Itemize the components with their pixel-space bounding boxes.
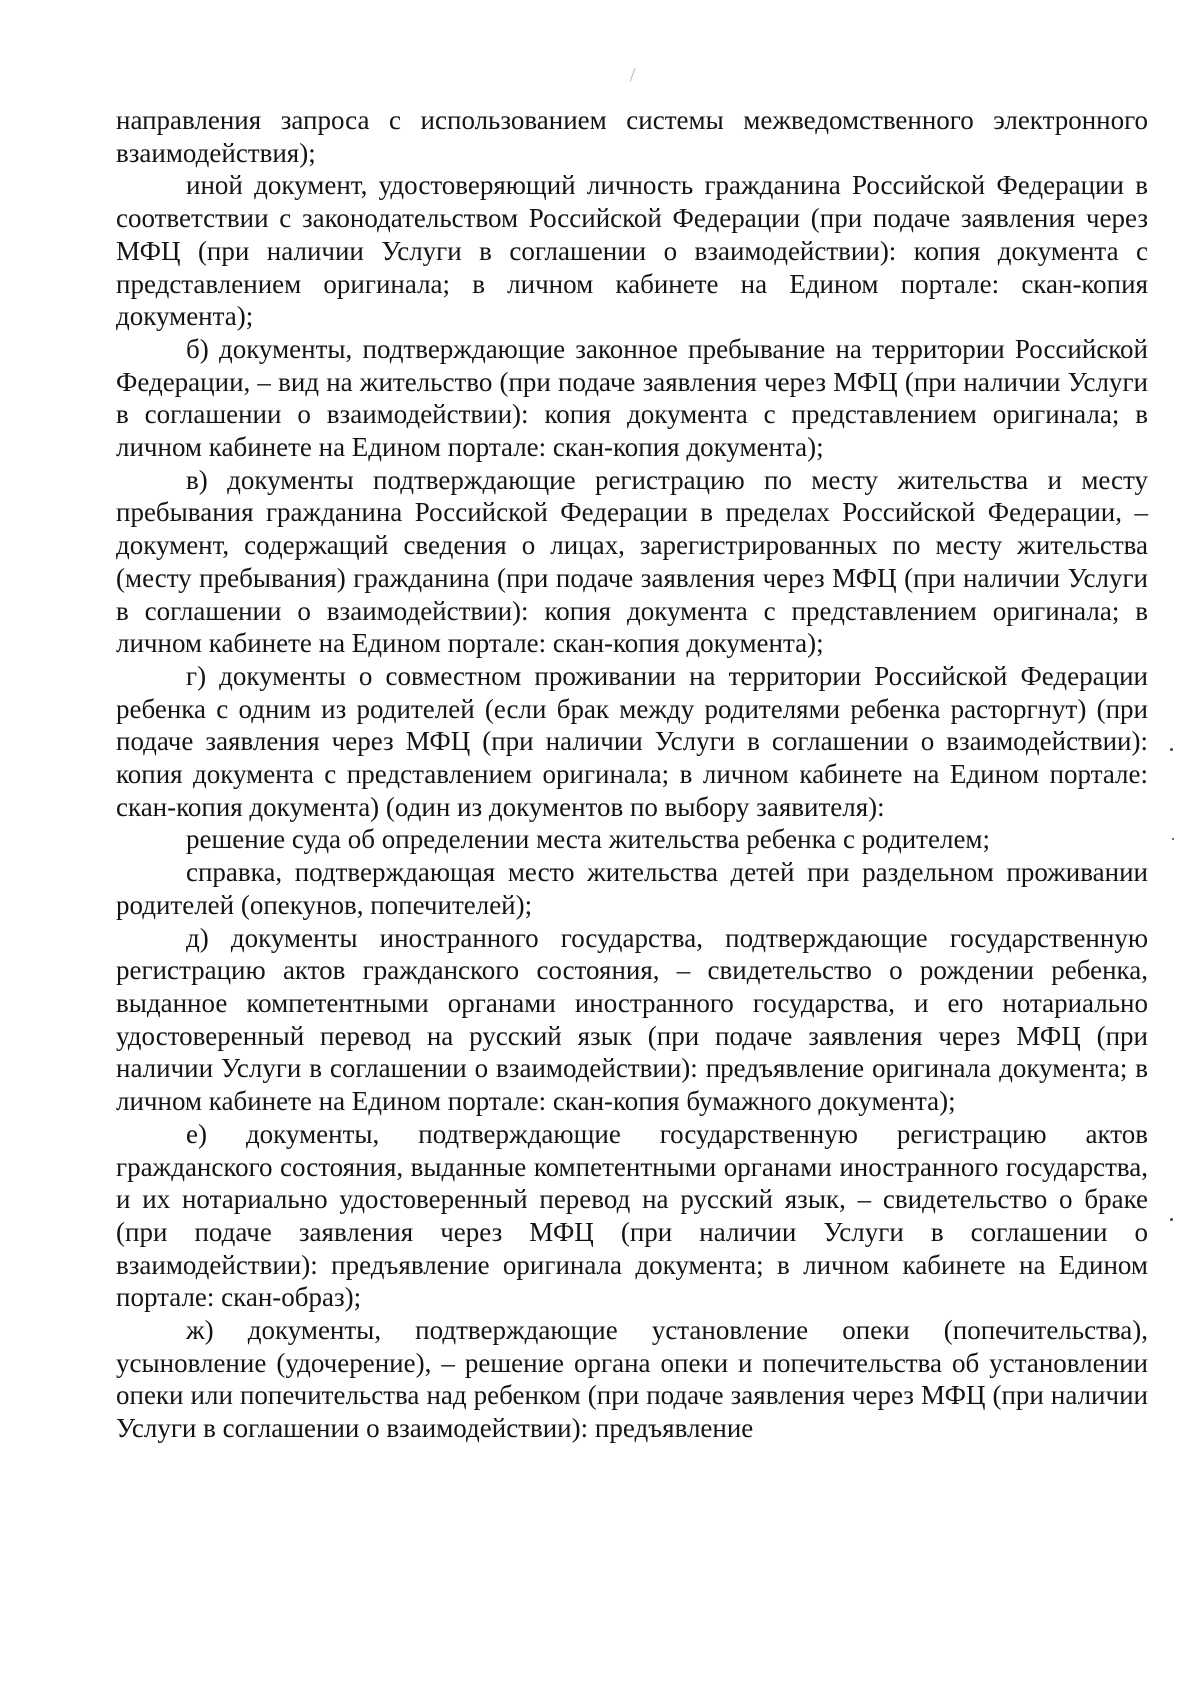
scan-mark [630, 68, 636, 81]
scan-speck [1170, 1218, 1173, 1221]
scan-speck [1172, 838, 1174, 840]
paragraph-continuation: направления запроса с использованием системы межведомственного электронного взаимодействия); [116, 105, 1148, 168]
paragraph-item-b: б) документы, подтверждающие законное пребывание на территории Российской Федерации, – вид на жительство (при подаче заявления через МФЦ (при наличии Услуги в соглашении о взаимодействии): копия документа с представлением оригинала; в личном кабинете на Едином портале: скан-копия документа); [116, 333, 1148, 463]
paragraph-residence-certificate: справка, подтверждающая место жительства детей при раздельном проживании родителей (опекунов, попечителей); [116, 857, 1148, 920]
paragraph-item-d: д) документы иностранного государства, подтверждающие государственную регистрацию актов гражданского состояния, – свидетельство о рождении ребенка, выданное компетентными органами иностранного государства, и его нотариально удостоверенный перевод на русский язык (при подаче заявления через МФЦ (при наличии Услуги в соглашении о взаимодействии): предъявление оригинала документа; в личном кабинете на Едином портале: скан-копия бумажного документа); [116, 922, 1148, 1117]
paragraph-item-zh: ж) документы, подтверждающие установление опеки (попечительства), усыновление (удочерение), – решение органа опеки и попечительства об установлении опеки или попечительства над ребенком (при подаче заявления через МФЦ (при наличии Услуги в соглашении о взаимодействии): предъявление [116, 1315, 1148, 1444]
paragraph-item-g: г) документы о совместном проживании на территории Российской Федерации ребенка с одним из родителей (если брак между родителями ребенка расторгнут) (при подаче заявления через МФЦ (при наличии Услуги в соглашении о взаимодействии): копия документа с представлением оригинала; в личном кабинете на Едином портале: скан-копия документа) (один из документов по выбору заявителя): [116, 660, 1148, 822]
paragraph-item-v: в) документы подтверждающие регистрацию по месту жительства и месту пребывания гражданина Российской Федерации в пределах Российской Федерации, – документ, содержащий сведения о лицах, зарегистрированных по месту жительства (месту пребывания) гражданина (при подаче заявления через МФЦ (при наличии Услуги в соглашении о взаимодействии): копия документа с представлением оригинала; в личном кабинете на Едином портале: скан-копия документа); [116, 464, 1148, 659]
paragraph-court-decision: решение суда об определении места жительства ребенка с родителем; [186, 824, 991, 855]
document-page [116, 104, 1148, 1445]
paragraph-item-e: е) документы, подтверждающие государственную регистрацию актов гражданского состояния, выданные компетентными органами иностранного государства, и их нотариально удостоверенный перевод на русский язык, – свидетельство о браке (при подаче заявления через МФЦ (при наличии Услуги в соглашении о взаимодействии): предъявление оригинала документа; в личном кабинете на Едином портале: скан-образ); [116, 1118, 1148, 1313]
scan-speck [1170, 748, 1173, 751]
paragraph-identity-document: иной документ, удостоверяющий личность гражданина Российской Федерации в соответствии с законодательством Российской Федерации (при подаче заявления через МФЦ (при наличии Услуги в соглашении о взаимодействии): копия документа с представлением оригинала; в личном кабинете на Едином портале: скан-копия документа); [116, 170, 1148, 332]
